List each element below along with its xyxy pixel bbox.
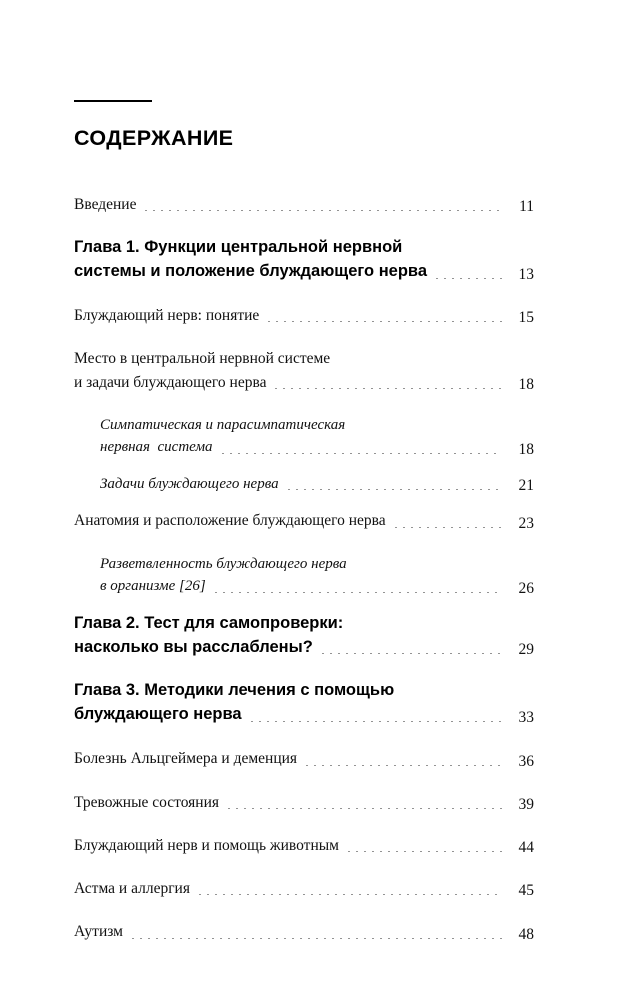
- toc-entry[interactable]: [74, 791, 534, 814]
- toc-leader-dots: [142, 210, 502, 211]
- toc-page-number: 18: [518, 375, 534, 393]
- toc-entry-row: [74, 260, 534, 284]
- toc-entry[interactable]: [74, 236, 534, 284]
- toc-entry-row: [74, 791, 534, 814]
- toc-page-number: 39: [518, 795, 534, 813]
- toc-leader-dots: [265, 321, 502, 322]
- toc-entry[interactable]: [74, 347, 534, 394]
- toc-entry-label-line: Болезнь Альцгеймера и деменция: [74, 750, 298, 768]
- toc-page-number: 33: [518, 709, 534, 727]
- toc-leader-dots: [129, 938, 502, 939]
- toc-entry-label-line: Глава 1. Функции центральной нервной: [74, 238, 403, 257]
- toc-page-number: 45: [518, 882, 534, 900]
- toc-page-number: 23: [518, 514, 534, 532]
- toc-entry-label-line: системы и положение блуждающего нерва: [74, 262, 428, 281]
- toc-page-number: 48: [518, 925, 534, 943]
- toc-entry-row: [100, 436, 534, 459]
- toc-entry-label-line: Блуждающий нерв: понятие: [74, 307, 260, 325]
- toc-entry-row: [74, 304, 534, 327]
- toc-page-number: 29: [518, 641, 534, 659]
- toc-entry[interactable]: [74, 877, 534, 900]
- toc-leader-dots: [248, 721, 502, 722]
- toc-page-number: 13: [518, 266, 534, 284]
- toc-page-number: 21: [518, 477, 534, 495]
- toc-entry-row: [100, 575, 534, 598]
- toc-entry[interactable]: [74, 553, 534, 598]
- toc-entry-label-line: Место в центральной нервной системе: [74, 350, 331, 368]
- toc-entry-label-line: Анатомия и расположение блуждающего нерва: [74, 512, 386, 530]
- table-of-contents: [74, 100, 534, 964]
- toc-entry[interactable]: [74, 834, 534, 857]
- toc-entry[interactable]: [74, 747, 534, 770]
- toc-leader-dots: [433, 278, 502, 279]
- toc-entry-label-line: Введение: [74, 196, 137, 213]
- toc-leader-dots: [225, 808, 502, 809]
- toc-page-number: 26: [518, 579, 534, 597]
- toc-leader-dots: [319, 653, 502, 654]
- toc-entry-label-line: Разветвленность блуждающего нерва: [100, 555, 347, 572]
- toc-entry-label-line: Аутизм: [74, 923, 123, 941]
- toc-entry-row: [74, 703, 534, 727]
- page-title: СОДЕРЖАНИЕ: [74, 126, 234, 150]
- toc-entry-label-line: Тревожные состояния: [74, 793, 220, 811]
- toc-leader-dots: [272, 388, 502, 389]
- toc-entry-label-line: блуждающего нерва: [74, 705, 242, 724]
- toc-entry[interactable]: [74, 304, 534, 327]
- toc-entry-label-line: и задачи блуждающего нерва: [74, 373, 267, 391]
- toc-leader-dots: [392, 527, 502, 528]
- toc-entry-label-line: Глава 2. Тест для самопроверки:: [74, 613, 344, 632]
- toc-page-number: 11: [519, 198, 534, 216]
- toc-entry-label-line: в организме [26]: [100, 578, 206, 595]
- toc-leader-dots: [345, 851, 502, 852]
- toc-entry-label-line: Задачи блуждающего нерва: [100, 475, 279, 492]
- toc-page-number: 44: [518, 839, 534, 857]
- toc-entry-label-line: Симпатическая и парасимпатическая: [100, 416, 346, 433]
- toc-entry[interactable]: [74, 920, 534, 943]
- toc-entry-row: [100, 473, 534, 496]
- toc-entry-row: [74, 920, 534, 943]
- toc-page-number: 36: [518, 752, 534, 770]
- title-divider: [74, 100, 152, 102]
- toc-entry-label-line: Глава 3. Методики лечения с помощью: [74, 681, 395, 700]
- toc-entry-label-line: Блуждающий нерв и помощь животным: [74, 836, 339, 854]
- toc-entry-row: [74, 636, 534, 660]
- toc-leader-dots: [219, 453, 502, 454]
- toc-leader-dots: [196, 894, 502, 895]
- toc-entry-label-line: Астма и аллергия: [74, 880, 190, 898]
- toc-page-number: 15: [518, 309, 534, 327]
- toc-entry[interactable]: [74, 612, 534, 660]
- toc-leader-dots: [212, 592, 502, 593]
- toc-entry-row: [74, 509, 534, 532]
- toc-entry-row: [74, 371, 534, 394]
- toc-entry-label-line: нервная система: [100, 439, 213, 456]
- toc-entry[interactable]: [74, 473, 534, 496]
- toc-leader-dots: [285, 489, 502, 490]
- toc-entry-row: [74, 834, 534, 857]
- toc-entry-row: [74, 877, 534, 900]
- toc-entry-row: [74, 747, 534, 770]
- toc-entry-row: [74, 193, 534, 216]
- toc-entry-label-line: насколько вы расслаблены?: [74, 637, 313, 656]
- toc-entry[interactable]: [74, 679, 534, 727]
- toc-entry[interactable]: [74, 509, 534, 532]
- toc-entry[interactable]: [74, 414, 534, 459]
- toc-entry-list: [74, 193, 534, 944]
- toc-page-number: 18: [518, 440, 534, 458]
- toc-entry[interactable]: [74, 193, 534, 216]
- toc-leader-dots: [303, 765, 502, 766]
